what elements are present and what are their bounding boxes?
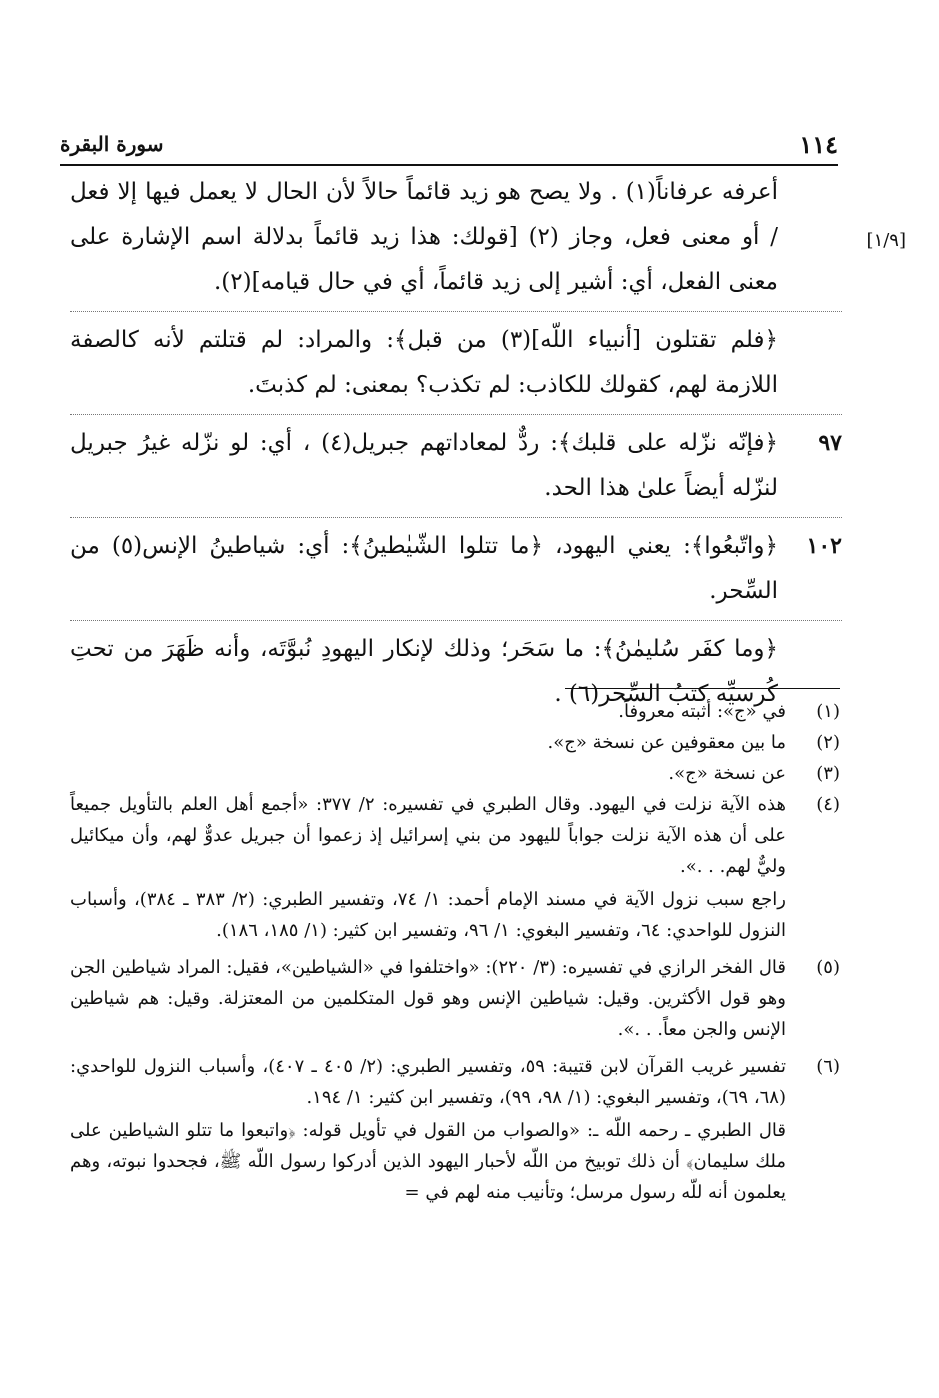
main-text — [70, 170, 906, 723]
paragraph-4 — [70, 517, 842, 614]
footnote-number: (٥) — [816, 957, 840, 978]
footnote-4 — [70, 789, 840, 882]
footnote-5-group — [70, 952, 840, 1045]
paragraph-3 — [70, 414, 842, 511]
paragraph-text: ﴿واتّبعُوا﴾: يعني اليهود، ﴿ما تتلوا الشّيٰطينُ﴾: أي: شياطينُ الإنس(٥) من السِّحر. — [70, 533, 778, 604]
footnote-5 — [70, 952, 840, 1045]
verse-number: ٩٧ — [818, 430, 842, 456]
footnote-2 — [70, 727, 840, 758]
paragraph-text: ﴿وما كفَر سُليمٰنُ﴾: ما سَحَر؛ وذلك لإنكار اليهودِ نُبوَّتَه، وأنه ظَهَرَ من تحتِ كُرسيِّه كتبُ السِّحر(٦) . — [70, 636, 778, 707]
footnote-3 — [70, 758, 840, 789]
footnote-4-continuation: راجع سبب نزول الآية في مسند الإمام أحمد: ١/ ٧٤، وتفسير الطبري: (٢/ ٣٨٣ ـ ٣٨٤)، وأسباب النزول للواحدي: ٦٤، وتفسير البغوي: ١/ ٩٦، وتفسير ابن كثير: (١/ ١٨٥، ١٨٦). — [70, 889, 786, 941]
footnote-text: تفسير غريب القرآن لابن قتيبة: ٥٩، وتفسير الطبري: (٢/ ٤٠٥ ـ ٤٠٧)، وأسباب النزول للواحدي: (٦٨، ٦٩)، وتفسير البغوي: (١/ ٩٨، ٩٩)، وتفسير ابن كثير: ١/ ١٩٤. — [70, 1056, 786, 1108]
page-header — [60, 128, 838, 162]
verse-number: ١٠٢ — [806, 533, 842, 559]
footnote-text: عن نسخة «ج». — [668, 763, 786, 784]
footnote-number: (١) — [816, 701, 840, 722]
footnote-6 — [70, 1051, 840, 1113]
footnote-text: هذه الآية نزلت في اليهود. وقال الطبري في تفسيره: ٢/ ٣٧٧: «أجمع أهل العلم بالتأويل جميعاً على أن هذه الآية نزلت جواباً لليهود من بني إسرائيل إذ زعموا أن جبريل عدوٌّ لهم، وأن ميكائيل وليٌّ لهم. . .». — [70, 794, 786, 877]
paragraph-text: ﴿فلم تقتلون [أنبياء اللّه](٣) من قبل﴾: والمراد: لم قتلتم لأنه كالصفة اللازمة لهم، كقولك للكاذب: لم تكذب؟ بمعنى: لم كذبتَ. — [70, 327, 778, 398]
footnote-text: في «ج»: أثبته معروفاً. — [618, 701, 786, 722]
page-number: ١١٤ — [799, 130, 838, 159]
footnote-number: (٢) — [816, 732, 840, 753]
paragraph-2 — [70, 311, 842, 408]
footnote-number: (٦) — [816, 1056, 840, 1077]
paragraph-text: أعرفه عرفاناً(١) . ولا يصح هو زيد قائماً حالاً لأن الحال لا يعمل فيها إلا فعل / أو معنى فعل، وجاز (٢) [قولك: هذا زيد قائماً بدلالة اسم الإشارة على معنى الفعل، أي: أشير إلى زيد قائماً، أي في حال قيامه](٢). — [70, 179, 778, 295]
footnote-4-group — [70, 789, 840, 946]
surah-title: سورة البقرة — [60, 132, 164, 156]
footnote-rule — [565, 688, 840, 689]
footnote-text: قال الفخر الرازي في تفسيره: (٣/ ٢٢٠): «واختلفوا في «الشياطين»، فقيل: المراد شياطين الجن وهو قول الأكثرين. وقيل: شياطين الإنس وهو قول المتكلمين من المعتزلة. وقيل: هم شياطين الإنس والجن معاً. . .». — [70, 957, 786, 1040]
footnote-number: (٣) — [816, 763, 840, 784]
footnote-6-group — [70, 1051, 840, 1208]
footnote-6-continuation: قال الطبري ـ رحمه اللّه ـ: «والصواب من القول في تأويل قوله: ﴿واتبعوا ما تتلو الشياطين على ملك سليمان﴾ أن ذلك توبيخ من اللّه لأحبار اليهود الذين أدركوا رسول اللّه ﷺ، فجحدوا نبوته، وهم يعلمون أنه للّه رسول مرسل؛ وتأنيب منه لهم في = — [70, 1120, 786, 1203]
manuscript-folio-ref: [١/٩] — [866, 230, 906, 251]
footnote-1 — [70, 696, 840, 727]
paragraph-text: ﴿فإنّه نزّله على قلبك﴾: ردٌّ لمعاداتهم جبريل(٤) ، أي: لو نزّله غيرُ جبريل لنزّله أيضاً علىٰ هذا الحد. — [70, 430, 778, 501]
header-rule — [60, 164, 838, 166]
footnote-text: ما بين معقوفين عن نسخة «ج». — [547, 732, 786, 753]
footnotes — [70, 696, 840, 1214]
paragraph-1 — [70, 170, 906, 305]
footnote-number: (٤) — [816, 794, 840, 815]
